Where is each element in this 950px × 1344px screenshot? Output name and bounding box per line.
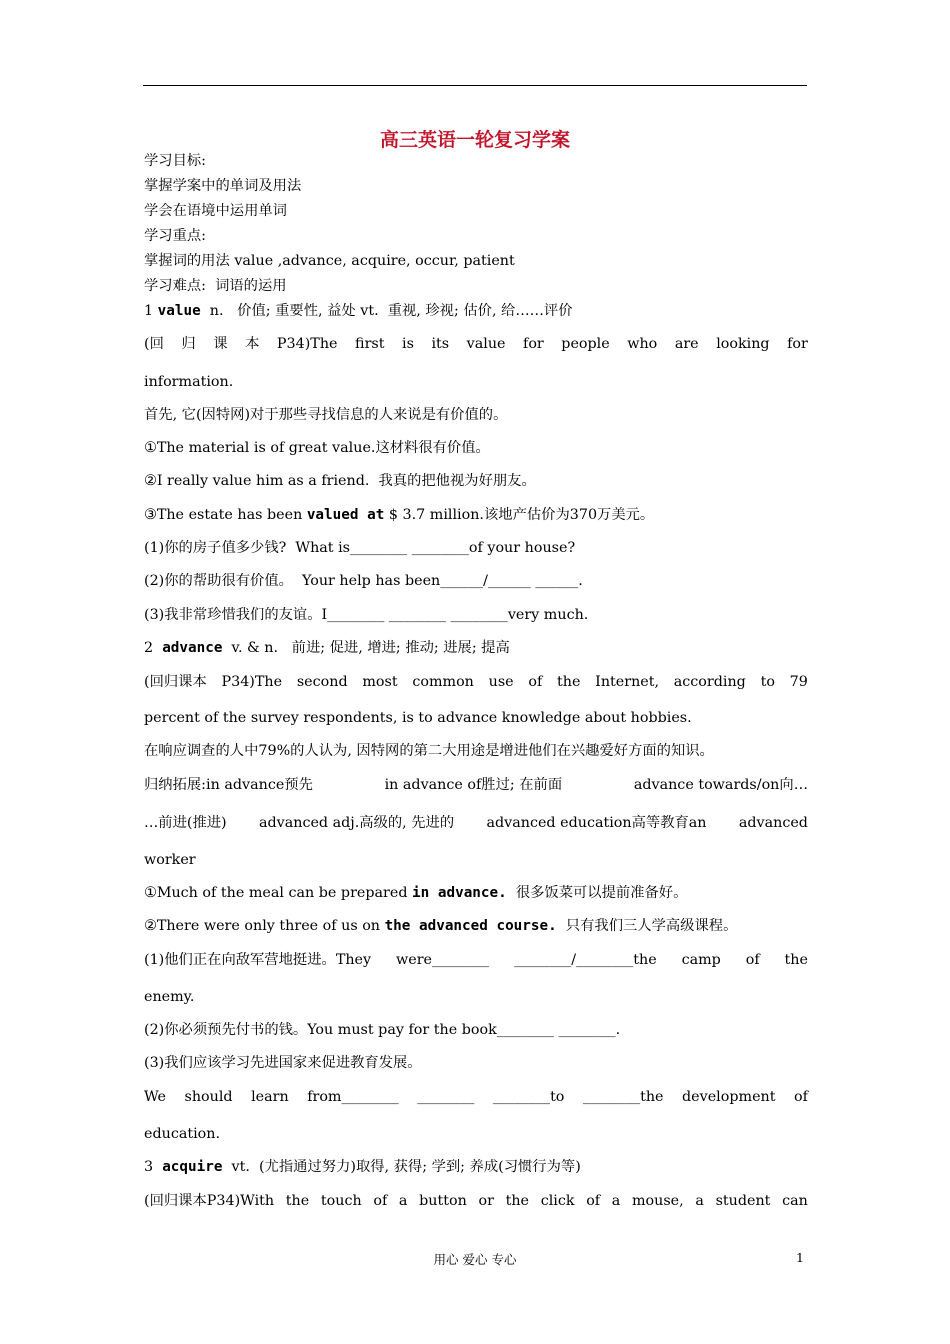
value-example-1: ①The material is of great value.这材料很有价值。 — [144, 440, 490, 456]
focus-words: 掌握词的用法 value ,advance, acquire, occur, patient — [144, 253, 515, 269]
page-title: 高三英语一轮复习学案 — [379, 129, 570, 151]
objective-2: 学会在语境中运用单词 — [144, 203, 287, 219]
value-source-end: information. — [144, 374, 234, 390]
advance-textbook-source: (回归课本 P34)The second most common use of the Internet, according to 79 — [144, 674, 808, 690]
objective-1: 掌握学案中的单词及用法 — [144, 178, 302, 194]
entry-advance-heading — [144, 638, 808, 658]
advance-translation: 在响应调查的人中79%的人认为, 因特网的第二大用途是增进他们在兴趣爱好方面的知识。 — [144, 743, 714, 759]
headword-advance: advance — [162, 640, 223, 656]
entry-definition: vt. (尤指通过努力)取得, 获得; 学到; 养成(习惯行为等) — [222, 1159, 581, 1175]
page-footer: 用心 爱心 专心 — [433, 1252, 517, 1267]
headword-value: value — [157, 303, 201, 319]
entry-number: 3 — [144, 1159, 154, 1175]
header-rule — [143, 85, 807, 86]
value-example-2: ②I really value him as a friend. 我真的把他视为好朋友。 — [144, 473, 536, 489]
advance-exercise-3: (3)我们应该学习先进国家来促进教育发展。 — [144, 1055, 422, 1071]
focus-heading: 学习重点: — [144, 228, 207, 244]
entry-definition: v. & n. 前进; 促进, 增进; 推动; 进展; 提高 — [222, 640, 510, 656]
acquire-textbook-source: (回归课本P34)With the touch of a button or the click of a mouse, a student can — [144, 1193, 808, 1209]
value-exercise-2: (2)你的帮助很有价值。 Your help has been______/______ ______. — [144, 573, 583, 589]
entry-definition: n. 价值; 重要性, 益处 vt. 重视, 珍视; 估价, 给……评价 — [200, 303, 573, 319]
value-example-3: ③The estate has been valued at $ 3.7 million.该地产估价为370万美元。 — [144, 507, 655, 523]
advance-extension-2: …前进(推进) advanced adj.高级的, 先进的 advanced education高等教育an advanced — [144, 815, 808, 831]
advance-exercise-3-end: education. — [144, 1126, 221, 1142]
entry-number: 1 — [144, 303, 154, 319]
advance-source-line-2: percent of the survey respondents, is to advance knowledge about hobbies. — [144, 710, 692, 726]
advance-example-2: ②There were only three of us on the advanced course. 只有我们三人学高级课程。 — [144, 918, 738, 934]
headword-acquire: acquire — [162, 1159, 223, 1175]
advance-exercise-1-end: enemy. — [144, 989, 195, 1005]
value-exercise-3: (3)我非常珍惜我们的友谊。I________ ________ ________very much. — [144, 607, 589, 623]
advance-exercise-3-answer: We should learn from________ ________ ________to ________the development of — [144, 1089, 808, 1105]
advance-example-1: ①Much of the meal can be prepared in advance. 很多饭菜可以提前准备好。 — [144, 885, 688, 901]
advance-extension-1: 归纳拓展:in advance预先 in advance of胜过; 在前面 advance towards/on向… — [144, 777, 808, 793]
objectives-heading: 学习目标: — [144, 153, 207, 169]
entry-acquire-heading — [144, 1157, 808, 1177]
page-number: 1 — [796, 1250, 804, 1265]
entry-value-heading — [144, 301, 808, 321]
advance-exercise-1: (1)他们正在向敌军营地挺进。They were________ ________/________the camp of the — [144, 952, 808, 968]
advance-exercise-2: (2)你必须预先付书的钱。You must pay for the book________ ________. — [144, 1022, 621, 1038]
value-exercise-1: (1)你的房子值多少钱? What is________ ________of your house? — [144, 540, 576, 556]
advance-extension-3: worker — [144, 852, 196, 868]
entry-number: 2 — [144, 640, 154, 656]
difficulty-line: 学习难点: 词语的运用 — [144, 278, 287, 294]
value-textbook-source: (回 归 课 本 P34)The first is its value for people who are looking for — [144, 336, 808, 352]
value-translation: 首先, 它(因特网)对于那些寻找信息的人来说是有价值的。 — [144, 407, 508, 423]
